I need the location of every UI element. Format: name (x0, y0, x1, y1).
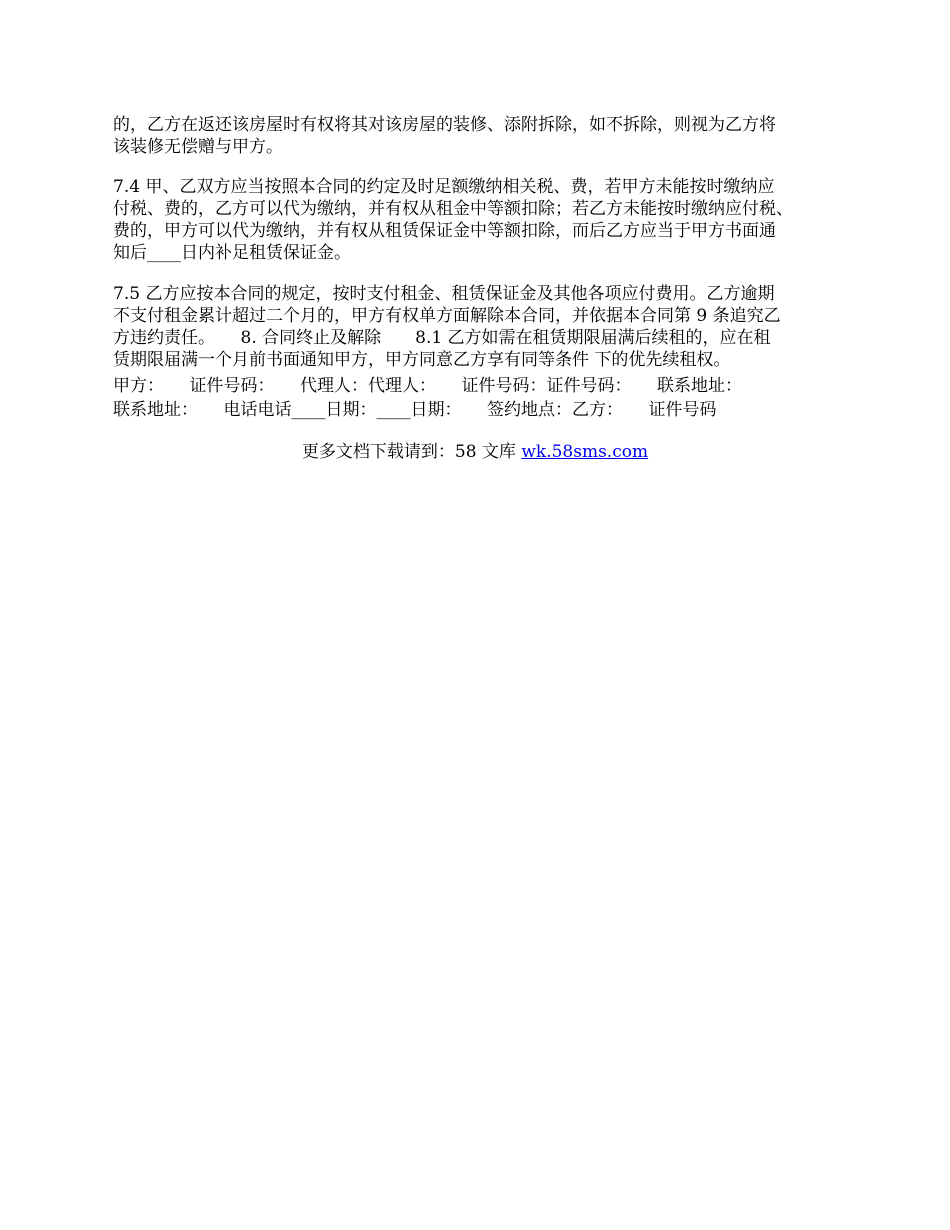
text-line: 付税、费的，乙方可以代为缴纳，并有权从租金中等额扣除；若乙方未能按时缴纳应付税、 (113, 199, 793, 219)
text-line: 该装修无偿赠与甲方。 (113, 137, 283, 157)
signature-fields-line: 联系地址： 电话电话____日期：____日期： 签约地点：乙方： 证件号码 (113, 400, 717, 420)
text-line: 赁期限届满一个月前书面通知甲方，甲方同意乙方享有同等条件 下的优先续租权。 (113, 350, 731, 370)
text-line: 知后____日内补足租赁保证金。 (113, 243, 351, 263)
text-line: 费的，甲方可以代为缴纳，并有权从租赁保证金中等额扣除，而后乙方应当于甲方书面通 (113, 221, 776, 241)
text-line: 方违约责任。 8. 合同终止及解除 8.1 乙方如需在租赁期限届满后续租的，应在租 (113, 328, 771, 348)
text-line: 不支付租金累计超过二个月的，甲方有权单方面解除本合同，并依据本合同第 9 条追究乙 (113, 306, 781, 326)
text-line: 的，乙方在返还该房屋时有权将其对该房屋的装修、添附拆除，如不拆除，则视为乙方将 (113, 115, 776, 135)
text-line: 7.4 甲、乙双方应当按照本合同的约定及时足额缴纳相关税、费，若甲方未能按时缴纳应 (113, 177, 775, 197)
footer-text: 更多文档下载请到：58 文库 (301, 442, 522, 462)
download-footer (0, 441, 950, 463)
text-line: 7.5 乙方应按本合同的规定，按时支付租金、租赁保证金及其他各项应付费用。乙方逾期 (113, 284, 775, 304)
footer-link[interactable]: wk.58sms.com (521, 442, 649, 462)
signature-fields-line: 甲方： 证件号码： 代理人：代理人： 证件号码：证件号码： 联系地址： (113, 376, 742, 396)
